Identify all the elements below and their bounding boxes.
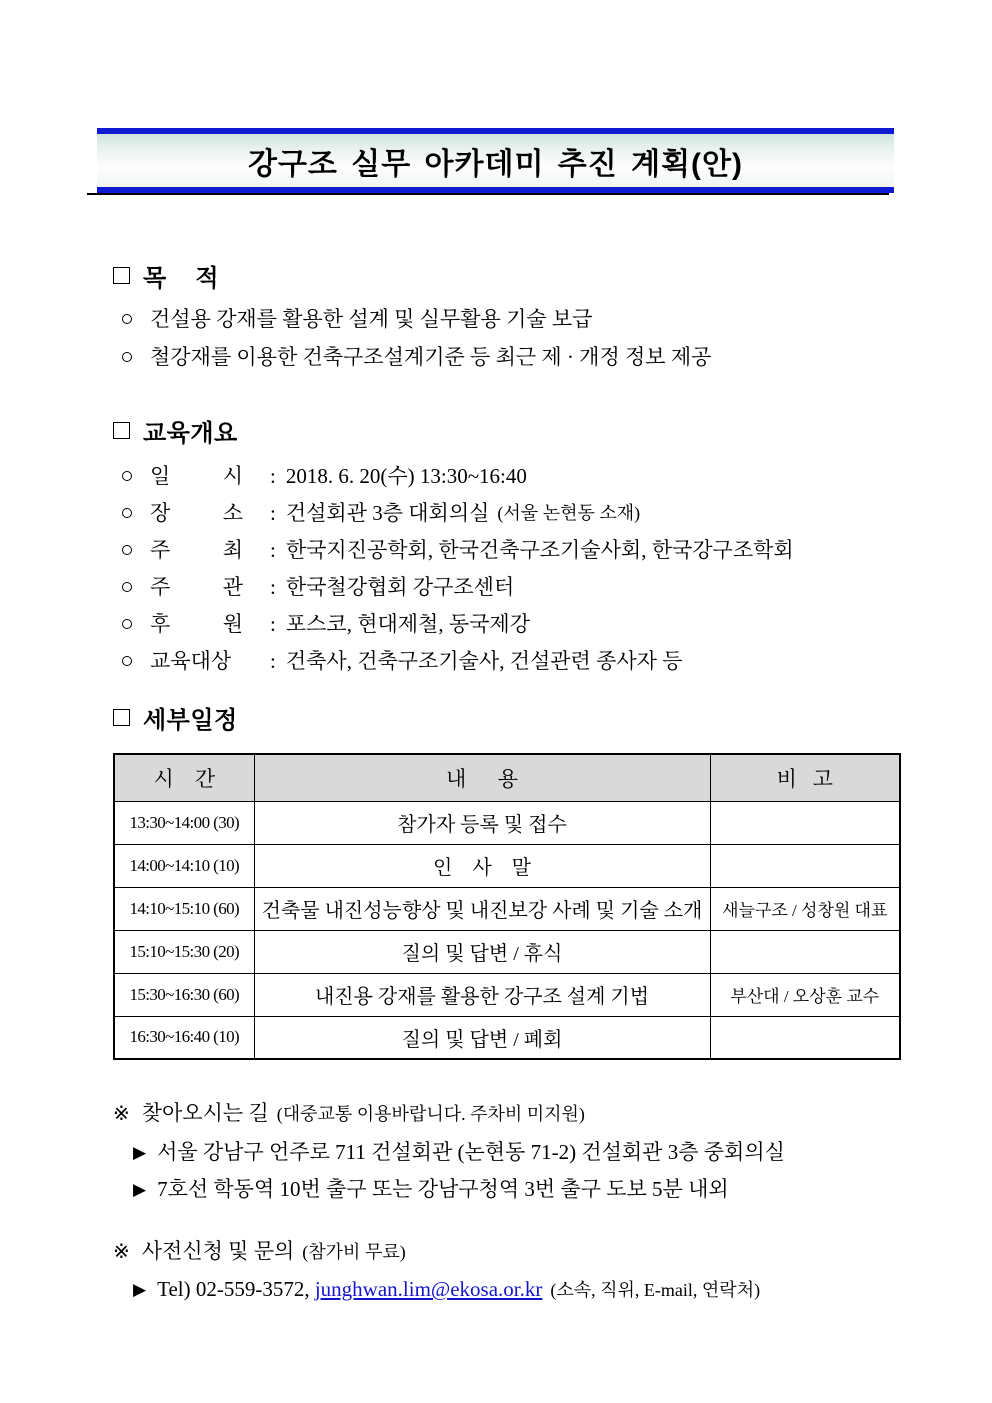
arrow-bullet-icon: ▶: [133, 1280, 147, 1299]
schedule-row: [114, 844, 900, 887]
schedule-content-cell: 질의 및 답변 / 폐회: [254, 1016, 710, 1059]
reference-mark-icon: ※: [113, 1241, 130, 1263]
circle-bullet-icon: [122, 314, 132, 324]
schedule-time-cell: 14:10~15:10 (60): [114, 887, 254, 930]
overview-row-organizer: [122, 574, 514, 600]
schedule-row: [114, 930, 900, 973]
registration-title: 사전신청 및 문의: [141, 1239, 295, 1263]
square-bullet-icon: [113, 422, 130, 439]
arrow-bullet-icon: ▶: [133, 1180, 147, 1199]
schedule-header-note: 비 고: [710, 754, 900, 801]
registration-title-line: [113, 1238, 406, 1266]
schedule-table: [113, 753, 901, 1060]
circle-bullet-icon: [122, 582, 132, 592]
schedule-time-cell: 13:30~14:00 (30): [114, 801, 254, 844]
overview-label: 주 최: [150, 538, 244, 562]
overview-row-datetime: [122, 463, 527, 489]
label-separator: :: [270, 649, 276, 673]
directions-item-text: 서울 강남구 언주로 711 건설회관 (논현동 71-2) 건설회관 3층 중회의실: [157, 1140, 785, 1164]
circle-bullet-icon: [122, 508, 132, 518]
overview-label: 주 관: [150, 575, 244, 599]
directions-title: 찾아오시는 길: [141, 1101, 269, 1125]
schedule-note-cell: [710, 930, 900, 973]
schedule-note-cell: [710, 801, 900, 844]
overview-value: 한국철강협회 강구조센터: [285, 575, 515, 599]
overview-label: 일 시: [150, 464, 244, 488]
section-heading-schedule: [113, 700, 238, 735]
schedule-row: [114, 887, 900, 930]
overview-value: 2018. 6. 20(수) 13:30~16:40: [285, 464, 527, 488]
label-separator: :: [270, 464, 276, 488]
directions-note: (대중교통 이용바랍니다. 주차비 미지원): [276, 1104, 585, 1124]
schedule-note-cell: 새늘구조 / 성창원 대표: [710, 887, 900, 930]
circle-bullet-icon: [122, 545, 132, 555]
directions-item: [133, 1176, 729, 1204]
overview-label: 교육대상: [150, 649, 232, 673]
purpose-item-text: 건설용 강재를 활용한 설계 및 실무활용 기술 보급: [150, 307, 593, 331]
registration-note: (참가비 무료): [302, 1242, 406, 1262]
schedule-time-cell: 16:30~16:40 (10): [114, 1016, 254, 1059]
document-title: 강구조 실무 아카데미 추진 계획(안): [247, 147, 744, 181]
circle-bullet-icon: [122, 352, 132, 362]
overview-row-audience: [122, 648, 683, 674]
label-separator: :: [270, 575, 276, 599]
overview-value-note: (서울 논현동 소재): [497, 503, 641, 523]
schedule-header-time: 시 간: [114, 754, 254, 801]
section-title-overview: 교육개요: [143, 420, 238, 447]
schedule-time-cell: 15:10~15:30 (20): [114, 930, 254, 973]
contact-phone: Tel) 02-559-3572,: [157, 1277, 310, 1301]
overview-value: 한국지진공학회, 한국건축구조기술사회, 한국강구조학회: [285, 538, 794, 562]
schedule-content-cell: 건축물 내진성능향상 및 내진보강 사례 및 기술 소개: [254, 887, 710, 930]
overview-value: 건축사, 건축구조기술사, 건설관련 종사자 등: [285, 649, 683, 673]
label-separator: :: [270, 612, 276, 636]
schedule-header-content: 내 용: [254, 754, 710, 801]
section-title-purpose: 목 적: [143, 265, 220, 292]
label-separator: :: [270, 538, 276, 562]
overview-row-venue: [122, 500, 640, 526]
schedule-time-cell: 15:30~16:30 (60): [114, 973, 254, 1016]
square-bullet-icon: [113, 709, 130, 726]
schedule-row: [114, 1016, 900, 1059]
section-title-schedule: 세부일정: [143, 707, 238, 734]
directions-item-text: 7호선 학동역 10번 출구 또는 강남구청역 3번 출구 도보 5분 내외: [157, 1177, 729, 1201]
schedule-row: [114, 801, 900, 844]
circle-bullet-icon: [122, 471, 132, 481]
overview-label: 후 원: [150, 612, 244, 636]
schedule-content-cell: 참가자 등록 및 접수: [254, 801, 710, 844]
label-separator: :: [270, 501, 276, 525]
schedule-time-cell: 14:00~14:10 (10): [114, 844, 254, 887]
circle-bullet-icon: [122, 619, 132, 629]
directions-item: [133, 1139, 785, 1167]
schedule-content-cell: 내진용 강재를 활용한 강구조 설계 기법: [254, 973, 710, 1016]
schedule-note-cell: [710, 1016, 900, 1059]
overview-value: 포스코, 현대제철, 동국제강: [285, 612, 530, 636]
title-banner: [97, 128, 894, 193]
purpose-item: [122, 344, 711, 370]
overview-row-host: [122, 537, 794, 563]
schedule-note-cell: 부산대 / 오상훈 교수: [710, 973, 900, 1016]
arrow-bullet-icon: ▶: [133, 1143, 147, 1162]
directions-title-line: [113, 1100, 585, 1128]
section-heading-purpose: [113, 258, 219, 293]
purpose-item-text: 철강재를 이용한 건축구조설계기준 등 최근 제 · 개정 정보 제공: [150, 345, 712, 369]
circle-bullet-icon: [122, 656, 132, 666]
section-heading-overview: [113, 413, 238, 448]
square-bullet-icon: [113, 267, 130, 284]
overview-row-sponsor: [122, 611, 530, 637]
schedule-content-cell: 인 사 말: [254, 844, 710, 887]
overview-label: 장 소: [150, 501, 244, 525]
schedule-note-cell: [710, 844, 900, 887]
reference-mark-icon: ※: [113, 1103, 130, 1125]
purpose-item: [122, 306, 592, 332]
schedule-header-row: [114, 754, 900, 801]
schedule-row: [114, 973, 900, 1016]
contact-suffix: (소속, 직위, E-mail, 연락처): [550, 1280, 761, 1300]
contact-email-link[interactable]: junghwan.lim@ekosa.or.kr: [314, 1277, 543, 1301]
schedule-content-cell: 질의 및 답변 / 휴식: [254, 930, 710, 973]
contact-line: [133, 1276, 760, 1304]
overview-value: 건설회관 3층 대회의실: [285, 501, 490, 525]
